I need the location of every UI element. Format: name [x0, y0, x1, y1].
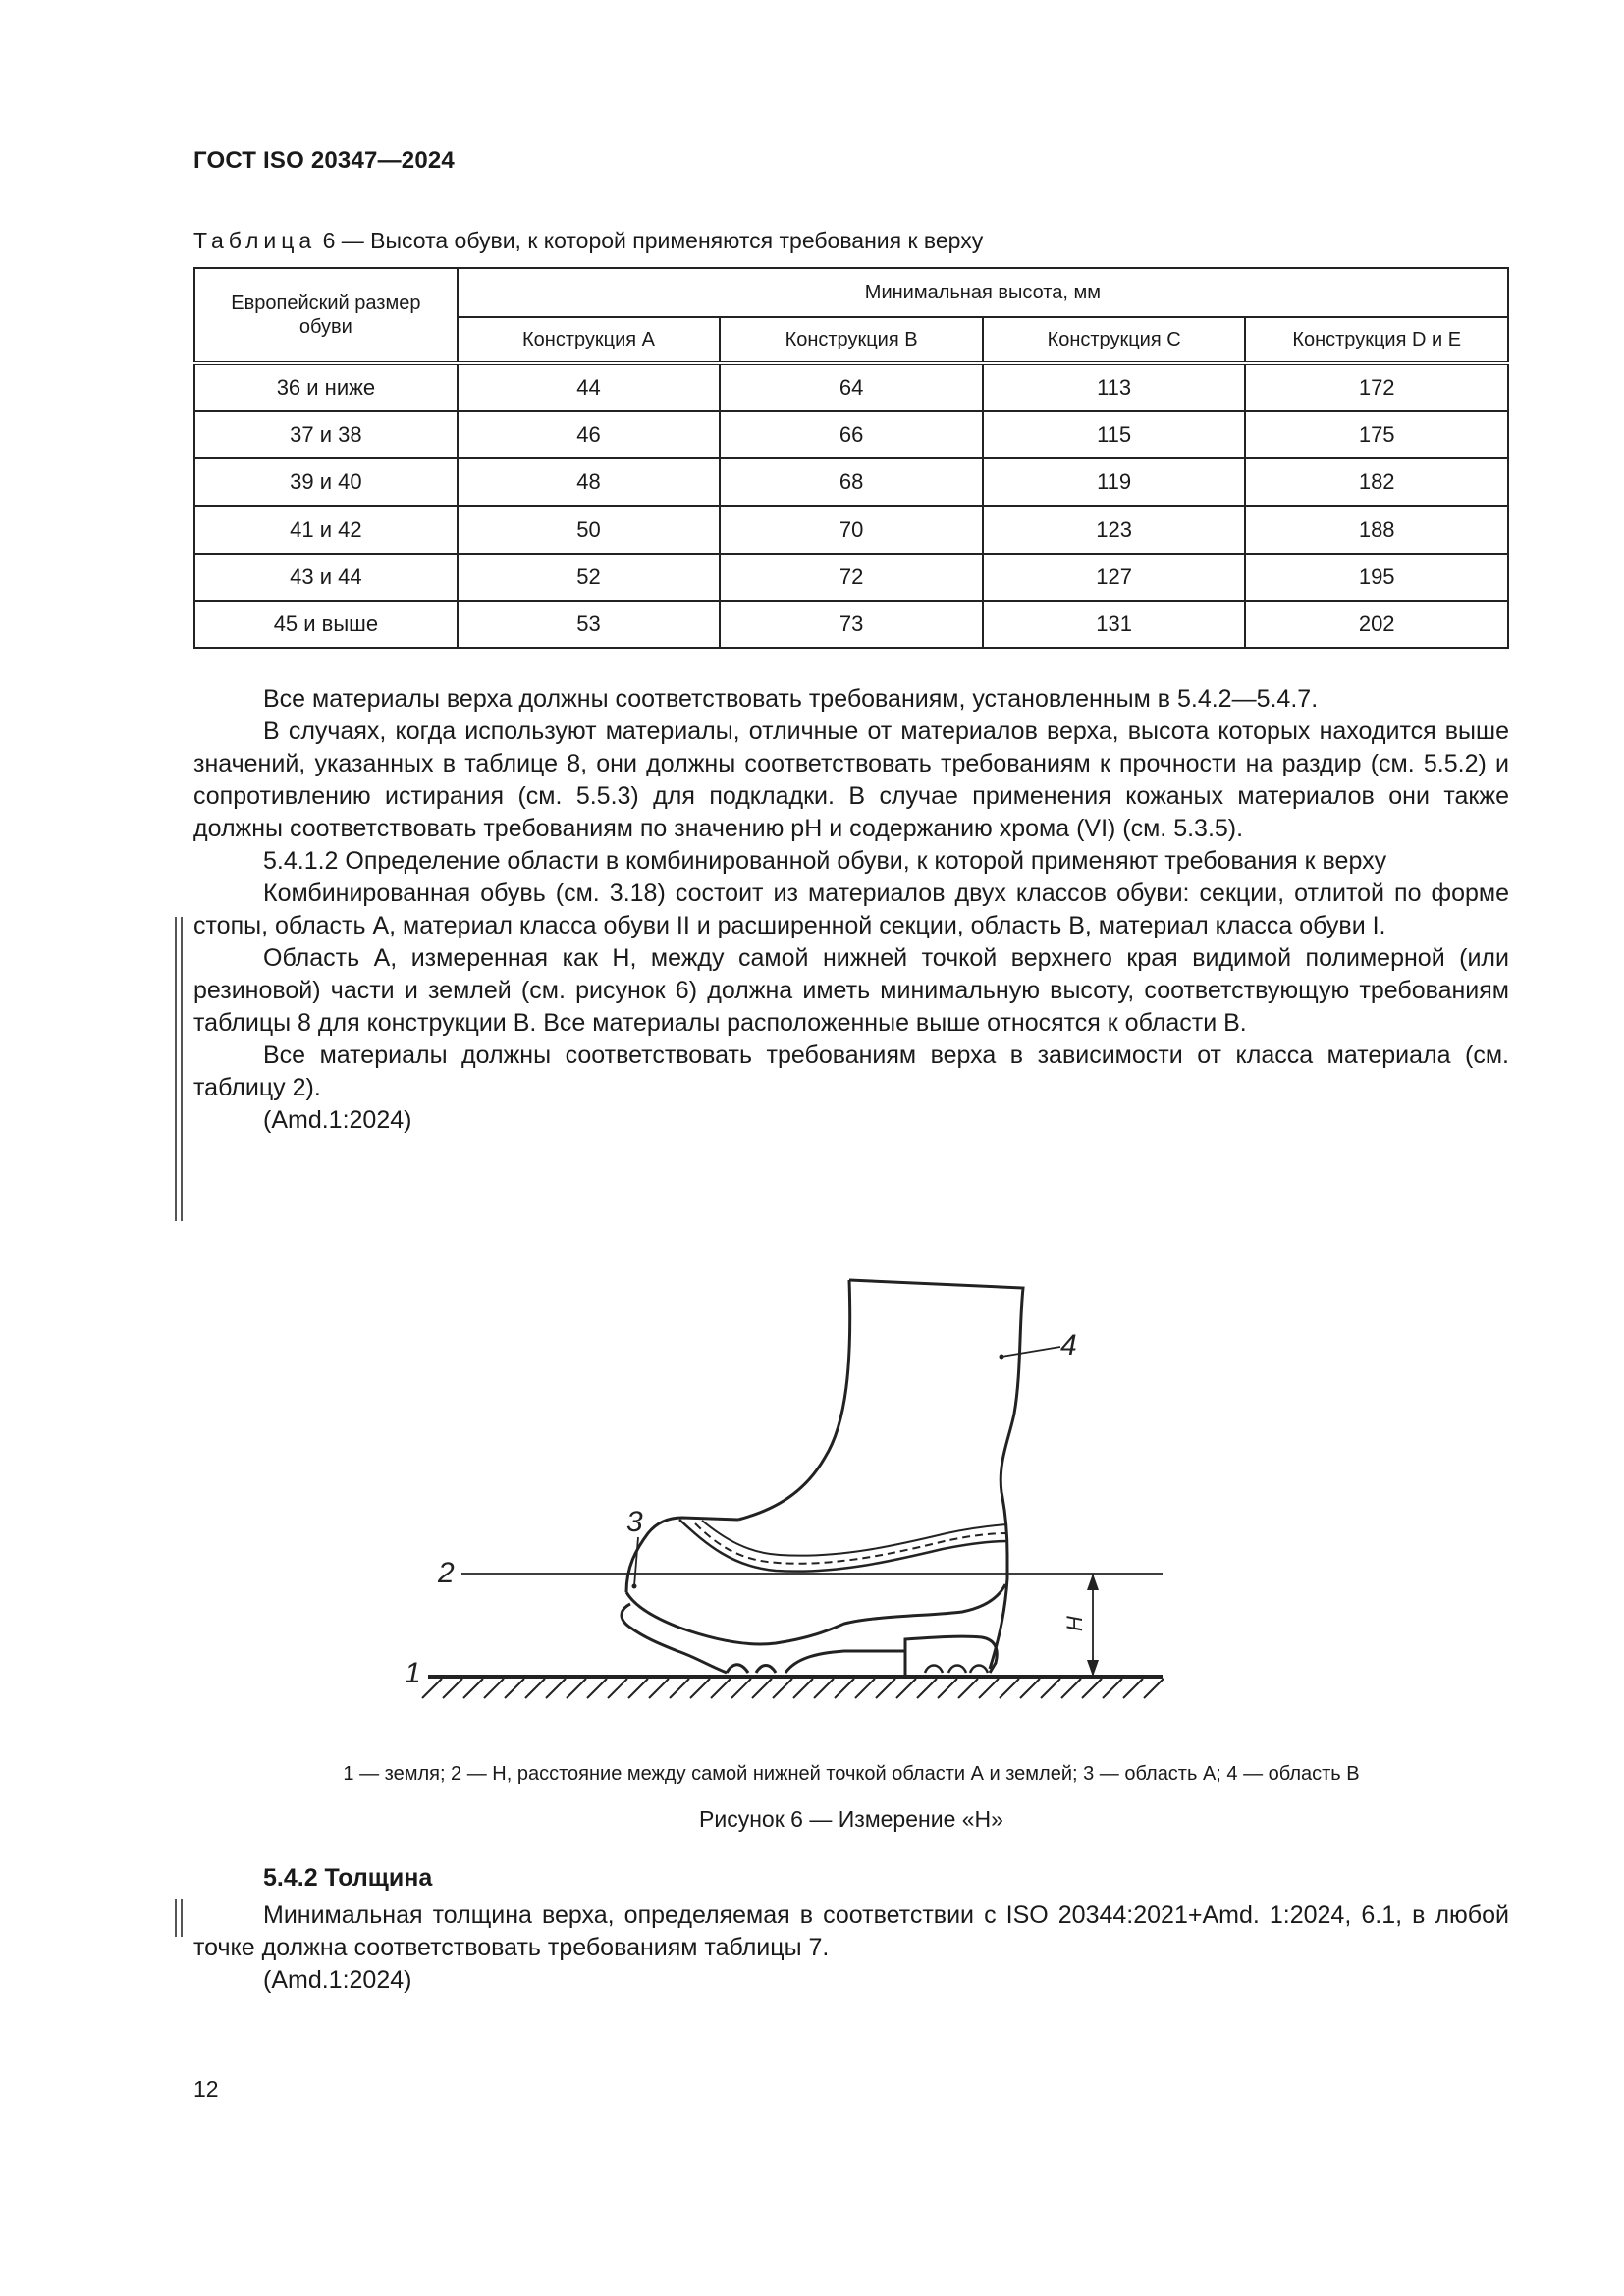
figure-caption: Рисунок 6 — Измерение «H»	[699, 1806, 1003, 1832]
table-row	[194, 507, 1508, 555]
body-text-block	[193, 683, 1509, 1137]
table-cell: 64	[720, 363, 983, 411]
change-bar	[181, 1899, 183, 1937]
table-cell: 37 и 38	[194, 411, 458, 458]
ground-hatch-line	[670, 1679, 689, 1698]
ground-hatch-line	[1144, 1679, 1164, 1698]
col-header-de: Конструкция D и E	[1245, 317, 1508, 363]
paragraph: В случаях, когда используют материалы, отличные от материалов верха, высота которых находится выше значений, указанных в таблице 8, они должны соответствовать требованиям к прочности на раздир (см. 5.5.2) и сопротивлению истирания (см. 5.5.3) для подкладки. В случае применения кожаных материалов они также должны соответствовать требованиям по значению pH и содержанию хрома (VI) (см. 5.3.5).	[193, 718, 1509, 842]
table-cell: 48	[458, 458, 721, 507]
label-h: H	[1062, 1616, 1087, 1631]
ground-hatch-line	[505, 1679, 524, 1698]
table-cell: 131	[983, 601, 1246, 648]
section-title: 5.4.2 Толщина	[263, 1864, 433, 1892]
ground-hatch-line	[938, 1679, 957, 1698]
ground-hatch-line	[793, 1679, 813, 1698]
table-caption-text: 6 — Высота обуви, к которой применяются требования к верху	[322, 228, 984, 253]
table-caption-label: Таблица	[193, 228, 317, 253]
table-cell: 50	[458, 507, 721, 555]
document-header: ГОСТ ISO 20347—2024	[193, 147, 455, 174]
ground-hatch-line	[567, 1679, 586, 1698]
table-cell: 175	[1245, 411, 1508, 458]
ground-hatch-line	[1123, 1679, 1143, 1698]
ground-hatch-line	[731, 1679, 751, 1698]
table-row	[194, 601, 1508, 648]
ground-hatch-line	[1103, 1679, 1122, 1698]
ground-hatch-line	[690, 1679, 710, 1698]
figure-legend: 1 — земля; 2 — H, расстояние между самой нижней точкой области А и землей; 3 — область А; 4 — область В	[343, 1763, 1360, 1785]
amendment-note: (Amd.1:2024)	[263, 1106, 412, 1134]
paragraph: Комбинированная обувь (см. 3.18) состоит из материалов двух классов обуви: секции, отлитой по форме стопы, область А, материал класса обуви II и расширенной секции, область В, материал класса обуви I.	[193, 880, 1509, 939]
ground-hatch-line	[979, 1679, 999, 1698]
table-cell: 39 и 40	[194, 458, 458, 507]
ground-hatch-line	[608, 1679, 627, 1698]
table-cell: 70	[720, 507, 983, 555]
group-header-min-height: Минимальная высота, мм	[458, 268, 1508, 317]
table-cell: 53	[458, 601, 721, 648]
paragraph: Область А, измеренная как H, между самой нижней точкой верхнего края видимой полимерной (или резиновой) части и землей (см. рисунок 6) должна иметь минимальную высоту, соответствующую требованиям таблицы 8 для конструкции В. Все материалы расположенные выше относятся к области В.	[193, 944, 1509, 1037]
ground-hatch-line	[773, 1679, 792, 1698]
section-body	[193, 1899, 1509, 1997]
paragraph: 5.4.1.2 Определение области в комбинированной обуви, к которой применяют требования к верху	[263, 847, 1387, 875]
ground-hatch-line	[463, 1679, 483, 1698]
table-cell: 43 и 44	[194, 554, 458, 601]
table-cell: 115	[983, 411, 1246, 458]
ground-hatch-line	[525, 1679, 545, 1698]
table-cell: 45 и выше	[194, 601, 458, 648]
table-cell: 52	[458, 554, 721, 601]
table-cell: 44	[458, 363, 721, 411]
ground-hatch-line	[649, 1679, 669, 1698]
col-header-b: Конструкция B	[720, 317, 983, 363]
table-cell: 123	[983, 507, 1246, 555]
col-header-size: Европейский размер обуви	[194, 268, 458, 363]
table-row	[194, 411, 1508, 458]
table-cell: 172	[1245, 363, 1508, 411]
ground-hatch-line	[752, 1679, 772, 1698]
table-cell: 72	[720, 554, 983, 601]
shoe-height-table	[193, 267, 1509, 649]
table-cell: 188	[1245, 507, 1508, 555]
table-cell: 68	[720, 458, 983, 507]
col-header-c: Конструкция C	[983, 317, 1246, 363]
amendment-note: (Amd.1:2024)	[263, 1966, 412, 1994]
label-1: 1	[405, 1657, 421, 1689]
change-bar	[181, 917, 183, 1221]
col-header-a: Конструкция A	[458, 317, 721, 363]
label-2: 2	[438, 1557, 455, 1589]
ground-hatch-line	[855, 1679, 875, 1698]
table-cell: 182	[1245, 458, 1508, 507]
ground-hatch-line	[443, 1679, 462, 1698]
ground-hatch-line	[814, 1679, 834, 1698]
page-number: 12	[193, 2076, 219, 2102]
table-cell: 66	[720, 411, 983, 458]
table-cell: 46	[458, 411, 721, 458]
label-3: 3	[626, 1506, 643, 1538]
table-cell: 36 и ниже	[194, 363, 458, 411]
table-cell: 113	[983, 363, 1246, 411]
ground-hatch-line	[546, 1679, 566, 1698]
ground-hatch-line	[1082, 1679, 1102, 1698]
table-row	[194, 458, 1508, 507]
ground-hatch-line	[628, 1679, 648, 1698]
table-cell: 73	[720, 601, 983, 648]
boot-measurement-figure	[383, 1266, 1227, 1718]
change-bar	[175, 917, 177, 1221]
change-bar	[175, 1899, 177, 1937]
ground-hatch-line	[1041, 1679, 1060, 1698]
table-row	[194, 554, 1508, 601]
table-cell: 41 и 42	[194, 507, 458, 555]
ground-hatch-line	[835, 1679, 854, 1698]
label-4: 4	[1060, 1329, 1077, 1362]
ground-hatch-line	[958, 1679, 978, 1698]
ground-hatch-line	[896, 1679, 916, 1698]
table-cell: 127	[983, 554, 1246, 601]
ground-hatch-line	[422, 1679, 442, 1698]
ground-hatch-line	[1061, 1679, 1081, 1698]
ground-hatch-line	[1000, 1679, 1019, 1698]
table-row	[194, 363, 1508, 411]
table-cell: 195	[1245, 554, 1508, 601]
table-cell: 202	[1245, 601, 1508, 648]
ground-hatch-line	[917, 1679, 937, 1698]
ground-hatch-line	[484, 1679, 504, 1698]
paragraph: Все материалы должны соответствовать требованиям верха в зависимости от класса материала (см. таблицу 2).	[193, 1041, 1509, 1101]
ground-hatch-line	[587, 1679, 607, 1698]
ground-hatch-line	[876, 1679, 895, 1698]
table-cell: 119	[983, 458, 1246, 507]
ground-hatch-line	[711, 1679, 731, 1698]
table-caption	[193, 228, 983, 254]
paragraph: Минимальная толщина верха, определяемая в соответствии с ISO 20344:2021+Amd. 1:2024, 6.1, в любой точке должна соответствовать требованиям таблицы 7.	[193, 1901, 1509, 1961]
paragraph: Все материалы верха должны соответствовать требованиям, установленным в 5.4.2—5.4.7.	[263, 685, 1319, 713]
ground-hatch-line	[1020, 1679, 1040, 1698]
